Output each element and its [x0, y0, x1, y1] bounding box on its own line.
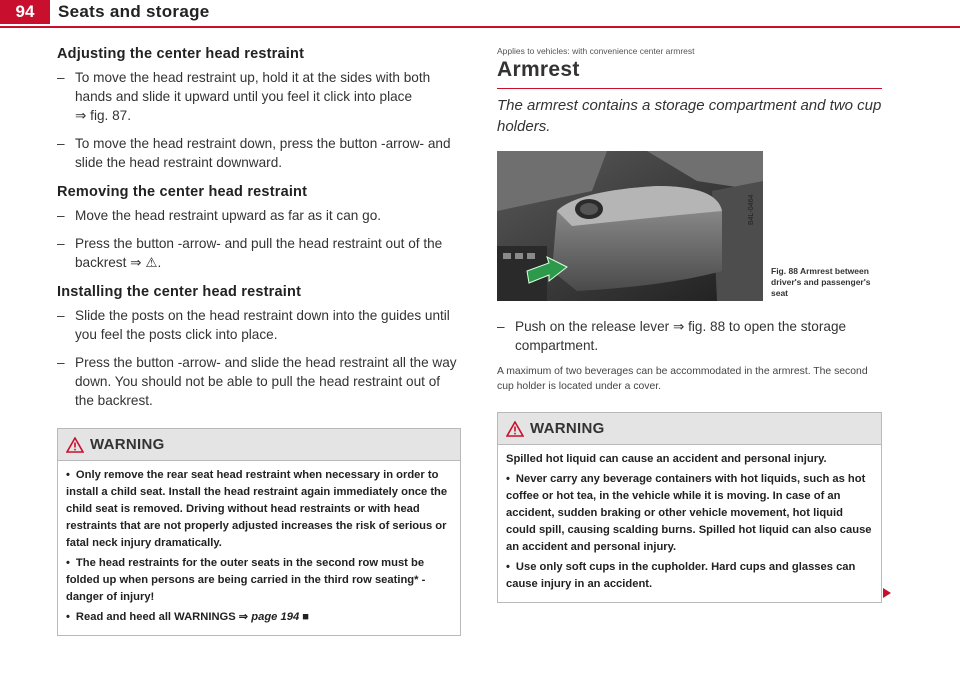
- step-text: Press the button -arrow- and pull the head restraint out of the backrest: [75, 236, 443, 270]
- install-step-2: – Press the button -arrow- and slide the head restraint all the way down. You should not be able to pull the head restraint out of the backrest.: [57, 355, 457, 408]
- remove-heading: Removing the center head restraint: [57, 184, 308, 200]
- section-title: Seats and storage: [58, 2, 210, 21]
- install-heading: Installing the center head restraint: [57, 284, 302, 300]
- left-column: [57, 46, 461, 636]
- armrest-illustration: [497, 151, 763, 301]
- title-rule: [497, 88, 882, 89]
- warning-header: [498, 413, 881, 445]
- remove-step-2: – Press the button -arrow- and pull the head restraint out of the backrest ⇒ ⚠.: [57, 236, 443, 270]
- adjust-step-1: – To move the head restraint up, hold it at the sides with both hands and slide it upward until you feel it click into place ⇒ fig. 87.: [57, 70, 431, 123]
- armrest-photo: [497, 151, 763, 301]
- warning-link[interactable]: ⇒ ⚠.: [130, 255, 162, 270]
- step-text: Move the head restraint upward as far as it can go.: [75, 208, 382, 223]
- intro-text: The armrest contains a storage compartment and two cup holders.: [497, 97, 882, 135]
- figure-code: B4L-0464: [748, 194, 755, 225]
- armrest-title: Armrest: [497, 58, 580, 81]
- right-column: [497, 46, 882, 603]
- warning-bullet: • Use only soft cups in the cupholder. Hard cups and glasses can cause injury in an accident.: [506, 561, 856, 590]
- remove-step-1: – Move the head restraint upward as far as it can go.: [57, 208, 382, 223]
- warning-bullet: • The head restraints for the outer seats in the second row must be folded up when persons are being carried in the third row seating* - danger of injury!: [66, 557, 426, 603]
- warning-triangle-icon: [506, 421, 524, 437]
- armrest-step: – Push on the release lever ⇒ fig. 88 to open the storage compartment.: [497, 319, 847, 353]
- warning-body: [58, 461, 460, 635]
- fig-87-link[interactable]: ⇒ fig. 87.: [75, 108, 131, 123]
- end-mark: ■: [299, 611, 310, 623]
- step-text: Slide the posts on the head restraint down into the guides until you feel the posts click into place.: [75, 308, 450, 342]
- adjust-step-2: – To move the head restraint down, press the button -arrow- and slide the head restraint downward.: [57, 136, 451, 170]
- warning-lead: Spilled hot liquid can cause an accident and personal injury.: [506, 453, 827, 465]
- warning-label: WARNING: [530, 420, 605, 437]
- step-text: Press the button -arrow- and slide the head restraint all the way down. You should not be able to pull the head restraint out of the backrest.: [75, 355, 457, 408]
- warning-bullet: • Only remove the rear seat head restraint when necessary in order to install a child seat. Install the head restraint again immediately once the child seat is removed. Driving without head restraints or with head restraints that are not properly adjusted increases the risk of serious or fatal neck injury dramatically.: [66, 469, 448, 549]
- step-text: To move the head restraint down, press the button -arrow- and slide the head restraint downward.: [75, 136, 451, 170]
- warning-triangle-icon: [66, 437, 84, 453]
- adjust-heading: Adjusting the center head restraint: [57, 46, 305, 62]
- install-step-1: – Slide the posts on the head restraint down into the guides until you feel the posts click into place.: [57, 308, 450, 342]
- warning-body: [498, 445, 881, 602]
- step-text: To move the head restraint up, hold it at the sides with both hands and slide it upward until you feel it click into place: [75, 70, 431, 104]
- figure-caption: Fig. 88 Armrest between driver's and passenger's seat: [771, 266, 871, 298]
- continue-arrow-icon: [883, 588, 891, 598]
- warning-label: WARNING: [90, 436, 165, 453]
- page-number: 94: [0, 0, 50, 24]
- warning-box: [497, 412, 882, 603]
- warning-bullet: • Read and heed all WARNINGS ⇒ page 194 ■: [66, 611, 310, 623]
- applies-to: Applies to vehicles: with convenience center armrest: [497, 46, 695, 56]
- armrest-note: A maximum of two beverages can be accommodated in the armrest. The second cup holder is located under a cover.: [497, 366, 868, 392]
- warning-bullet: • Never carry any beverage containers with hot liquids, such as hot coffee or hot tea, in the vehicle while it is moving. In case of an accident, sudden braking or other vehicle movement, hot liquid could spill, causing scalding burns. Spilled hot liquid can also cause an accident and personal injury.: [506, 473, 872, 553]
- header-rule: [0, 26, 960, 28]
- page-194-link[interactable]: page 194: [251, 611, 300, 623]
- fig-88-link[interactable]: ⇒ fig. 88 to open the storage compartment.: [515, 319, 847, 353]
- warning-header: [58, 429, 460, 461]
- figure-88: [497, 151, 882, 301]
- warning-box: [57, 428, 461, 636]
